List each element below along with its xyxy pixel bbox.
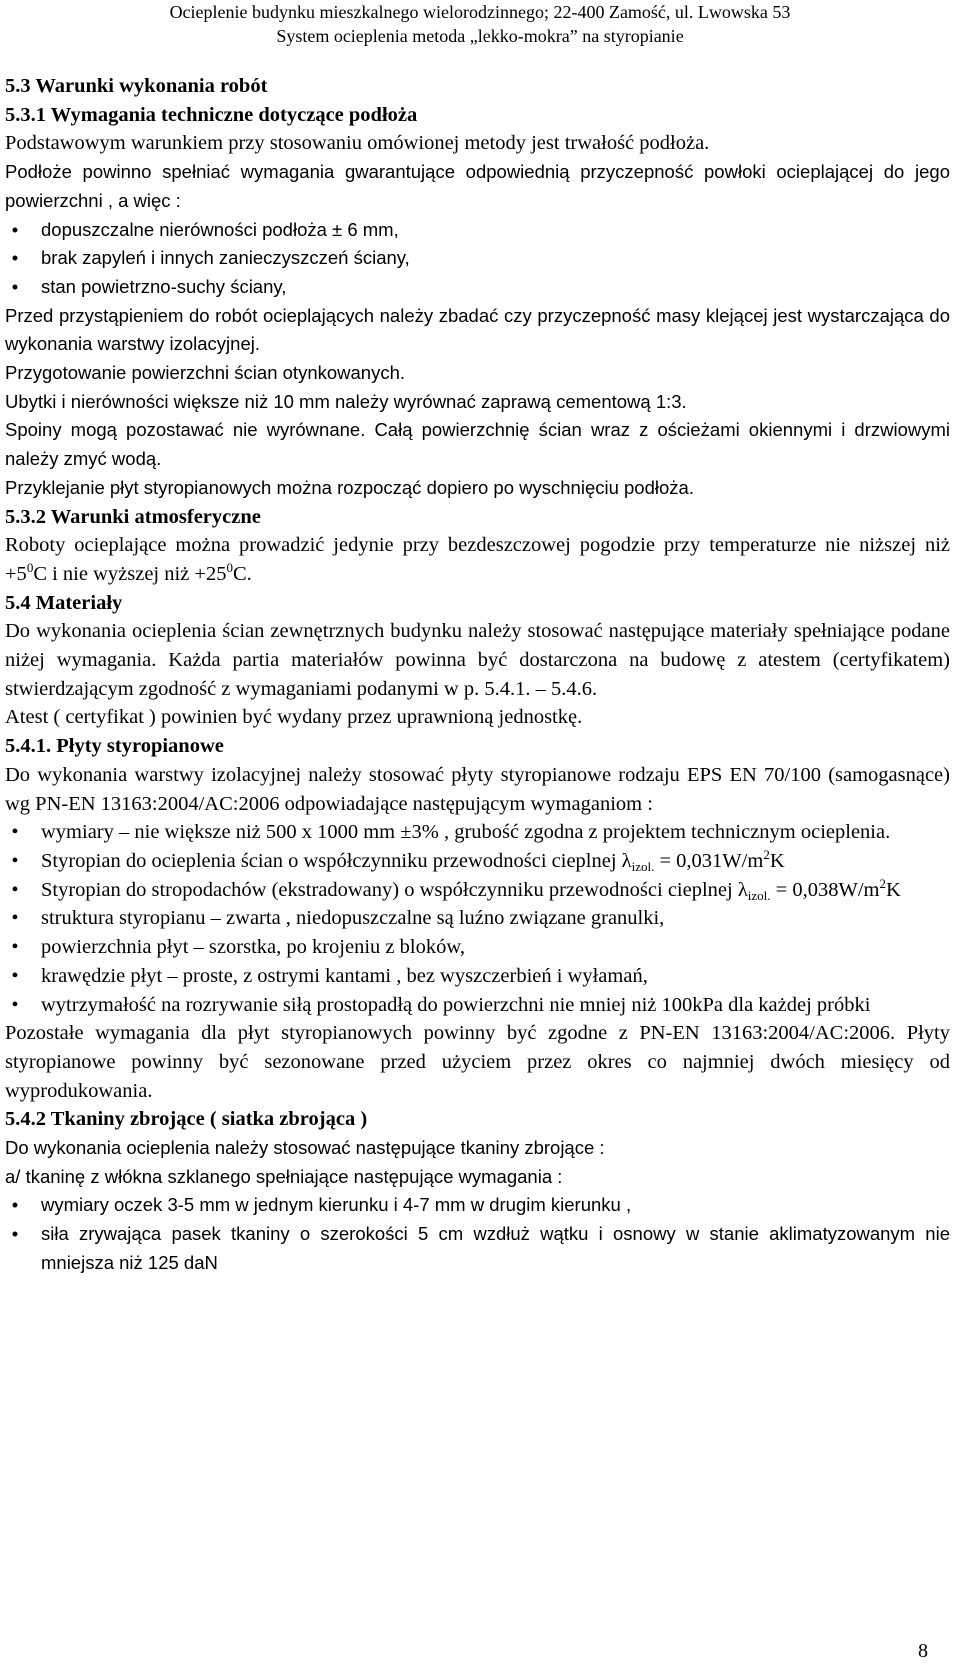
list-item-text: wymiary oczek 3-5 mm w jednym kierunku i 4-7 mm w drugim kierunku , bbox=[41, 1194, 632, 1216]
bullet-icon: • bbox=[11, 964, 19, 987]
paragraph: Do wykonania ocieplenia należy stosować następujące tkaniny zbrojące : bbox=[5, 1137, 605, 1159]
paragraph: Ubytki i nierówności większe niż 10 mm należy wyrównać zaprawą cementową 1:3. bbox=[5, 390, 687, 412]
list-item bbox=[5, 876, 950, 905]
section-5-3-title: 5.3 Warunki wykonania robót bbox=[5, 75, 268, 97]
section-5-3-2-title: 5.3.2 Warunki atmosferyczne bbox=[5, 505, 261, 528]
list-item bbox=[5, 273, 950, 302]
list-item-text: powierzchnia płyt – szorstka, po krojeniu z bloków, bbox=[41, 936, 465, 959]
list-item-text: wymiary – nie większe niż 500 x 1000 mm ±3% , grubość zgodna z projektem technicznym ocieplenia. bbox=[41, 821, 891, 844]
list-item bbox=[5, 904, 950, 933]
section-5-4-2-title: 5.4.2 Tkaniny zbrojące ( siatka zbrojąca ) bbox=[5, 1108, 368, 1131]
header-line-1: Ocieplenie budynku mieszkalnego wielorodzinnego; 22-400 Zamość, ul. Lwowska 53 bbox=[169, 2, 791, 22]
list-item-text: dopuszczalne nierówności podłoża ± 6 mm, bbox=[41, 218, 399, 240]
list-item-text: Styropian do stropodachów (ekstradowany) o współczynniku przewodności cieplnej $\lambda_{izol.} = 0,038W/m^2K$ bbox=[41, 875, 901, 903]
page-number: 8 bbox=[918, 1640, 928, 1662]
list-item bbox=[5, 818, 950, 847]
list-item bbox=[5, 847, 950, 876]
paragraph: Spoiny mogą pozostawać nie wyrównane. Całą powierzchnię ścian wraz z ościeżami okiennymi i drzwiowymi należy zmyć wodą. bbox=[5, 419, 950, 470]
list-item-text: wytrzymałość na rozrywanie siłą prostopadłą do powierzchni nie mniej niż 100kPa dla każdej próbki bbox=[41, 993, 871, 1016]
list-item bbox=[5, 244, 950, 273]
bullet-icon: • bbox=[11, 907, 19, 930]
list-item bbox=[5, 1220, 950, 1277]
paragraph: Przygotowanie powierzchni ścian otynkowanych. bbox=[5, 362, 406, 384]
paragraph: Podłoże powinno spełniać wymagania gwarantujące odpowiednią przyczepność powłoki ocieplającej do jego powierzchni , a więc : bbox=[5, 161, 950, 211]
bullet-icon: • bbox=[11, 878, 19, 901]
section-5-3-1-title: 5.3.1 Wymagania techniczne dotyczące podłoża bbox=[5, 103, 418, 126]
paragraph: Pozostałe wymagania dla płyt styropianowych powinny być zgodne z PN-EN 13163:2004/AC:2006. Płyty styropianowe powinny być sezonowane przed użyciem przez okres co najmniej dwóch miesięcy od wyprodukowania. bbox=[5, 1022, 950, 1102]
paragraph: Atest ( certyfikat ) powinien być wydany przez uprawnioną jednostkę. bbox=[5, 706, 583, 729]
bullet-icon: • bbox=[11, 275, 19, 297]
list-item-text: siła zrywająca pasek tkaniny o szerokości 5 cm wzdłuż wątku i osnowy w stanie aklimatyzowanym nie mniejsza niż 125 daN bbox=[41, 1223, 950, 1273]
paragraph: Do wykonania warstwy izolacyjnej należy stosować płyty styropianowe rodzaju EPS EN 70/100 (samogasnące) wg PN-EN 13163:2004/AC:2006 odpowiadające następującym wymaganiom : bbox=[5, 763, 950, 815]
section-5-4-1-title: 5.4.1. Płyty styropianowe bbox=[5, 735, 224, 758]
list-item bbox=[5, 1191, 950, 1220]
bullet-icon: • bbox=[11, 1194, 19, 1216]
bullet-icon: • bbox=[11, 936, 19, 959]
list-item-text: brak zapyleń i innych zanieczyszczeń ściany, bbox=[41, 247, 410, 269]
list-item bbox=[5, 216, 950, 245]
bullet-icon: • bbox=[11, 849, 19, 872]
paragraph: Do wykonania ocieplenia ścian zewnętrznych budynku należy stosować następujące materiały spełniające podane niżej wymagania. Każda partia materiałów powinna być dostarczona na budowę z atestem (certyfikatem) stwierdzającym zgodność z wymaganiami podanymi w p. 5.4.1. – 5.4.6. bbox=[5, 620, 950, 700]
bullet-icon: • bbox=[11, 218, 19, 240]
list-item bbox=[5, 933, 950, 962]
paragraph: Podstawowym warunkiem przy stosowaniu omówionej metody jest trwałość podłoża. bbox=[5, 132, 710, 155]
bullet-icon: • bbox=[11, 247, 19, 269]
bullet-icon: • bbox=[11, 993, 19, 1016]
paragraph-atmospheric: Roboty ocieplające można prowadzić jedynie przy bezdeszczowej pogodzie przy temperaturze nie niższej niż $+5^0C$ i nie wyższej niż $+25^0C$. bbox=[5, 534, 950, 585]
list-item bbox=[5, 991, 950, 1020]
list-item bbox=[5, 962, 950, 991]
paragraph: Przed przystąpieniem do robót ocieplających należy zbadać czy przyczepność masy klejącej jest wystarczająca do wykonania warstwy izolacyjnej. bbox=[5, 304, 950, 355]
header-line-2: System ocieplenia metoda „lekko-mokra” na styropianie bbox=[276, 26, 684, 46]
section-5-4-title: 5.4 Materiały bbox=[5, 591, 123, 614]
document-body bbox=[5, 72, 950, 1278]
bullet-icon: • bbox=[11, 1223, 19, 1245]
page-header bbox=[0, 0, 960, 48]
paragraph: Przyklejanie płyt styropianowych można rozpocząć dopiero po wyschnięciu podłoża. bbox=[5, 476, 694, 498]
list-item-text: krawędzie płyt – proste, z ostrymi kantami , bez wyszczerbień i wyłamań, bbox=[41, 964, 648, 987]
list-item-text: stan powietrzno-suchy ściany, bbox=[41, 275, 287, 297]
paragraph: a/ tkaninę z włókna szklanego spełniające następujące wymagania : bbox=[5, 1165, 563, 1187]
bullet-icon: • bbox=[11, 821, 19, 844]
list-item-text: struktura styropianu – zwarta , niedopuszczalne są luźno związane granulki, bbox=[41, 907, 665, 930]
list-item-text: Styropian do ocieplenia ścian o współczynniku przewodności cieplnej $\lambda_{izol.} = 0,031W/m^2K$ bbox=[41, 846, 785, 874]
